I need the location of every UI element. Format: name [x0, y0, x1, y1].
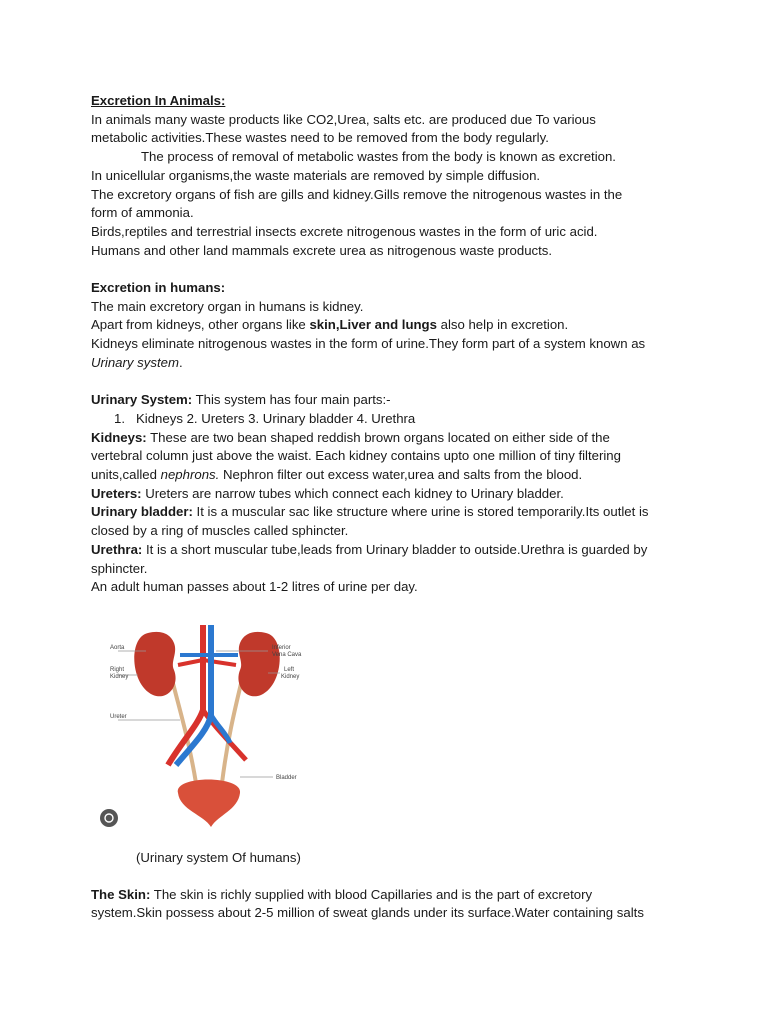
figure-caption: (Urinary system Of humans): [136, 849, 301, 865]
label-inferior-vena-cava: Inferior: [272, 644, 291, 651]
paragraph-line: Birds,reptiles and terrestrial insects excrete nitrogenous wastes in the form of uric acid.: [91, 223, 598, 239]
left-kidney: [238, 632, 279, 696]
paragraph-line: system.Skin possess about 2-5 million of sweat glands under its surface.Water containing salts: [91, 905, 644, 921]
label-left-kidney: Kidney: [281, 673, 300, 680]
right-kidney: [134, 632, 175, 696]
paragraph-line: form of ammonia.: [91, 205, 194, 221]
paragraph-line: In animals many waste products like CO2,Urea, salts etc. are produced due To various: [91, 111, 596, 127]
organs-emphasis: skin,Liver and lungs: [309, 317, 437, 333]
paragraph-line: Kidneys eliminate nitrogenous wastes in the form of urine.They form part of a system known as: [91, 336, 646, 352]
paragraph-line: Urinary system.: [91, 354, 183, 370]
iliac-vein: [211, 715, 230, 743]
paragraph-line: Apart from kidneys, other organs like skin,Liver and lungs also help in excretion.: [91, 317, 569, 333]
skin-paragraph: The Skin: The skin is richly supplied with blood Capillaries and is the part of excretory: [91, 886, 593, 902]
paragraph-line: The main excretory organ in humans is kidney.: [91, 298, 364, 314]
paragraph-line: closed by a ring of muscles called sphincter.: [91, 523, 349, 539]
bladder-organ: [178, 779, 240, 827]
renal-artery: [203, 660, 236, 665]
paragraph-line: sphincter.: [91, 560, 148, 576]
paragraph-line: In unicellular organisms,the waste materials are removed by simple diffusion.: [91, 167, 541, 183]
ureters-paragraph: Ureters: Ureters are narrow tubes which connect each kidney to Urinary bladder.: [91, 485, 564, 501]
urinary-system-heading: Urinary System: This system has four main parts:-: [91, 392, 391, 408]
renal-artery: [178, 660, 203, 665]
urethra-paragraph: Urethra: It is a short muscular tube,leads from Urinary bladder to outside.Urethra is guarded by: [91, 541, 648, 557]
paragraph-line: An adult human passes about 1-2 litres of urine per day.: [91, 579, 418, 595]
excretion-animals-heading: Excretion In Animals:: [91, 93, 226, 108]
label-right-kidney: Right: [110, 666, 125, 673]
label-left-kidney: Left: [284, 666, 295, 673]
label-inferior-vena-cava: Vena Cava: [272, 651, 302, 658]
spacer: [91, 373, 691, 392]
urinary-system-figure: [110, 615, 308, 845]
nephrons-term: nephrons.: [160, 467, 220, 483]
bladder-paragraph: Urinary bladder: It is a muscular sac like structure where urine is stored temporarily.Its outlet is: [91, 504, 649, 520]
lens-icon[interactable]: [100, 809, 118, 827]
excretion-humans-heading: Excretion in humans:: [91, 280, 226, 296]
paragraph-line: The process of removal of metabolic wastes from the body is known as excretion.: [141, 149, 616, 165]
label-aorta: Aorta: [110, 644, 125, 651]
paragraph-line: The excretory organs of fish are gills and kidney.Gills remove the nitrogenous wastes in the: [91, 186, 623, 202]
paragraph-line: Humans and other land mammals excrete urea as nitrogenous waste products.: [91, 242, 553, 258]
urinary-system-term: Urinary system: [91, 354, 179, 370]
skin-section: [91, 886, 691, 923]
paragraph-line: vertebral column just above the waist. Each kidney contains upto one million of tiny filtering: [91, 448, 621, 464]
kidneys-paragraph: Kidneys: These are two bean shaped reddish brown organs located on either side of the: [91, 429, 610, 445]
paragraph-line: units,called nephrons. Nephron filter out excess water,urea and salts from the blood.: [91, 467, 583, 483]
left-ureter: [222, 671, 244, 783]
paragraph-line: metabolic activities.These wastes need to be removed from the body regularly.: [91, 130, 549, 146]
label-right-kidney: Kidney: [110, 673, 129, 680]
document-body: [91, 92, 691, 923]
spacer: [91, 260, 691, 279]
urinary-system-diagram: [110, 615, 308, 845]
label-ureter: Ureter: [110, 713, 127, 720]
label-bladder: Bladder: [276, 774, 297, 781]
list-item: 1. Kidneys 2. Ureters 3. Urinary bladder 4. Urethra: [114, 410, 416, 426]
